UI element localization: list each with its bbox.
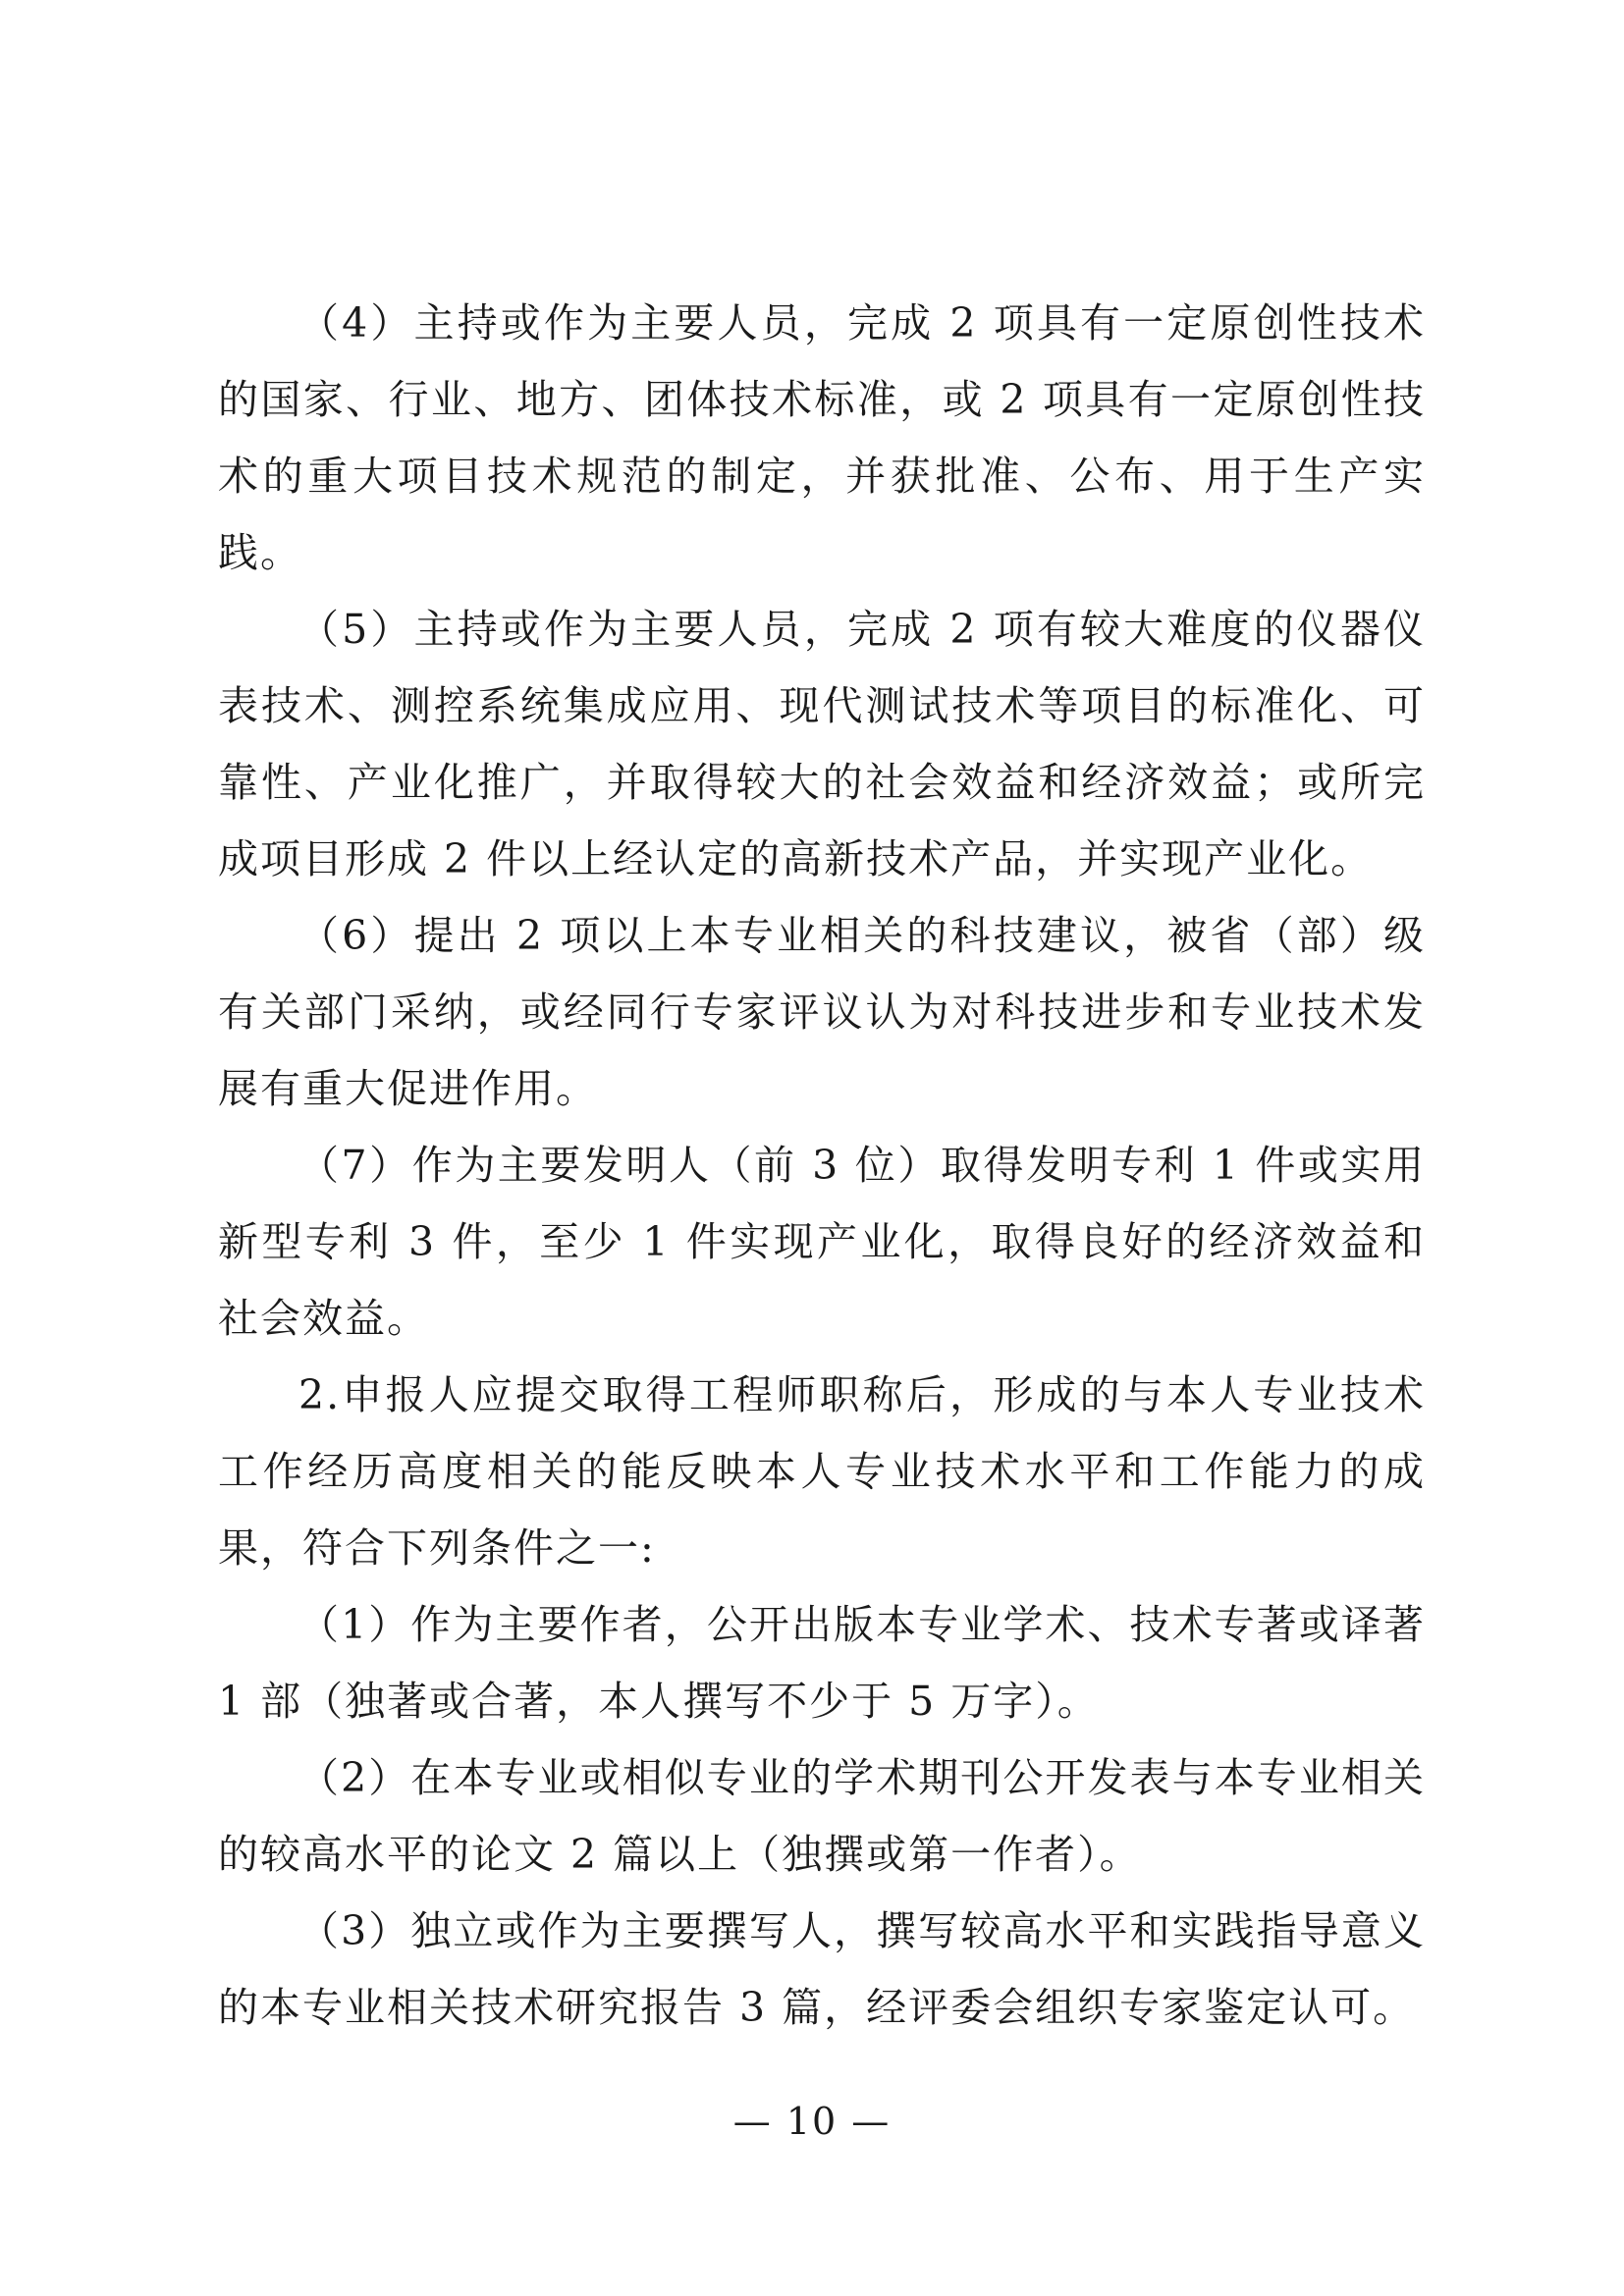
paragraph-item-7: （7）作为主要发明人（前 3 位）取得发明专利 1 件或实用新型专利 3 件，至少 1 件实现产业化，取得良好的经济效益和社会效益。 [218, 1142, 1426, 1342]
paragraph-item-6: （6）提出 2 项以上本专业相关的科技建议，被省（部）级有关部门采纳，或经同行专家评议认为对科技进步和专业技术发展有重大促进作用。 [218, 912, 1426, 1112]
paragraph-item-5: （5）主持或作为主要人员，完成 2 项有较大难度的仪器仪表技术、测控系统集成应用、现代测试技术等项目的标准化、可靠性、产业化推广，并取得较大的社会效益和经济效益；或所完成项目形成 2 件以上经认定的高新技术产品，并实现产业化。 [218, 606, 1426, 882]
page-number: — 10 — [732, 2100, 892, 2143]
document-body [218, 285, 1426, 2046]
paragraph-sub-1: （1）作为主要作者，公开出版本专业学术、技术专著或译著 1 部（独著或合著，本人撰写不少于 5 万字）。 [218, 1601, 1426, 1725]
paragraph-sub-2: （2）在本专业或相似专业的学术期刊公开发表与本专业相关的较高水平的论文 2 篇以上（独撰或第一作者）。 [218, 1754, 1426, 1878]
paragraph-sub-3: （3）独立或作为主要撰写人，撰写较高水平和实践指导意义的本专业相关技术研究报告 3 篇，经评委会组织专家鉴定认可。 [218, 1907, 1426, 2031]
paragraph-item-4: （4）主持或作为主要人员，完成 2 项具有一定原创性技术的国家、行业、地方、团体技术标准，或 2 项具有一定原创性技术的重大项目技术规范的制定，并获批准、公布、用于生产实践。 [218, 299, 1426, 576]
paragraph-section-2: 2.申报人应提交取得工程师职称后，形成的与本人专业技术工作经历高度相关的能反映本人专业技术水平和工作能力的成果，符合下列条件之一: [218, 1371, 1426, 1572]
